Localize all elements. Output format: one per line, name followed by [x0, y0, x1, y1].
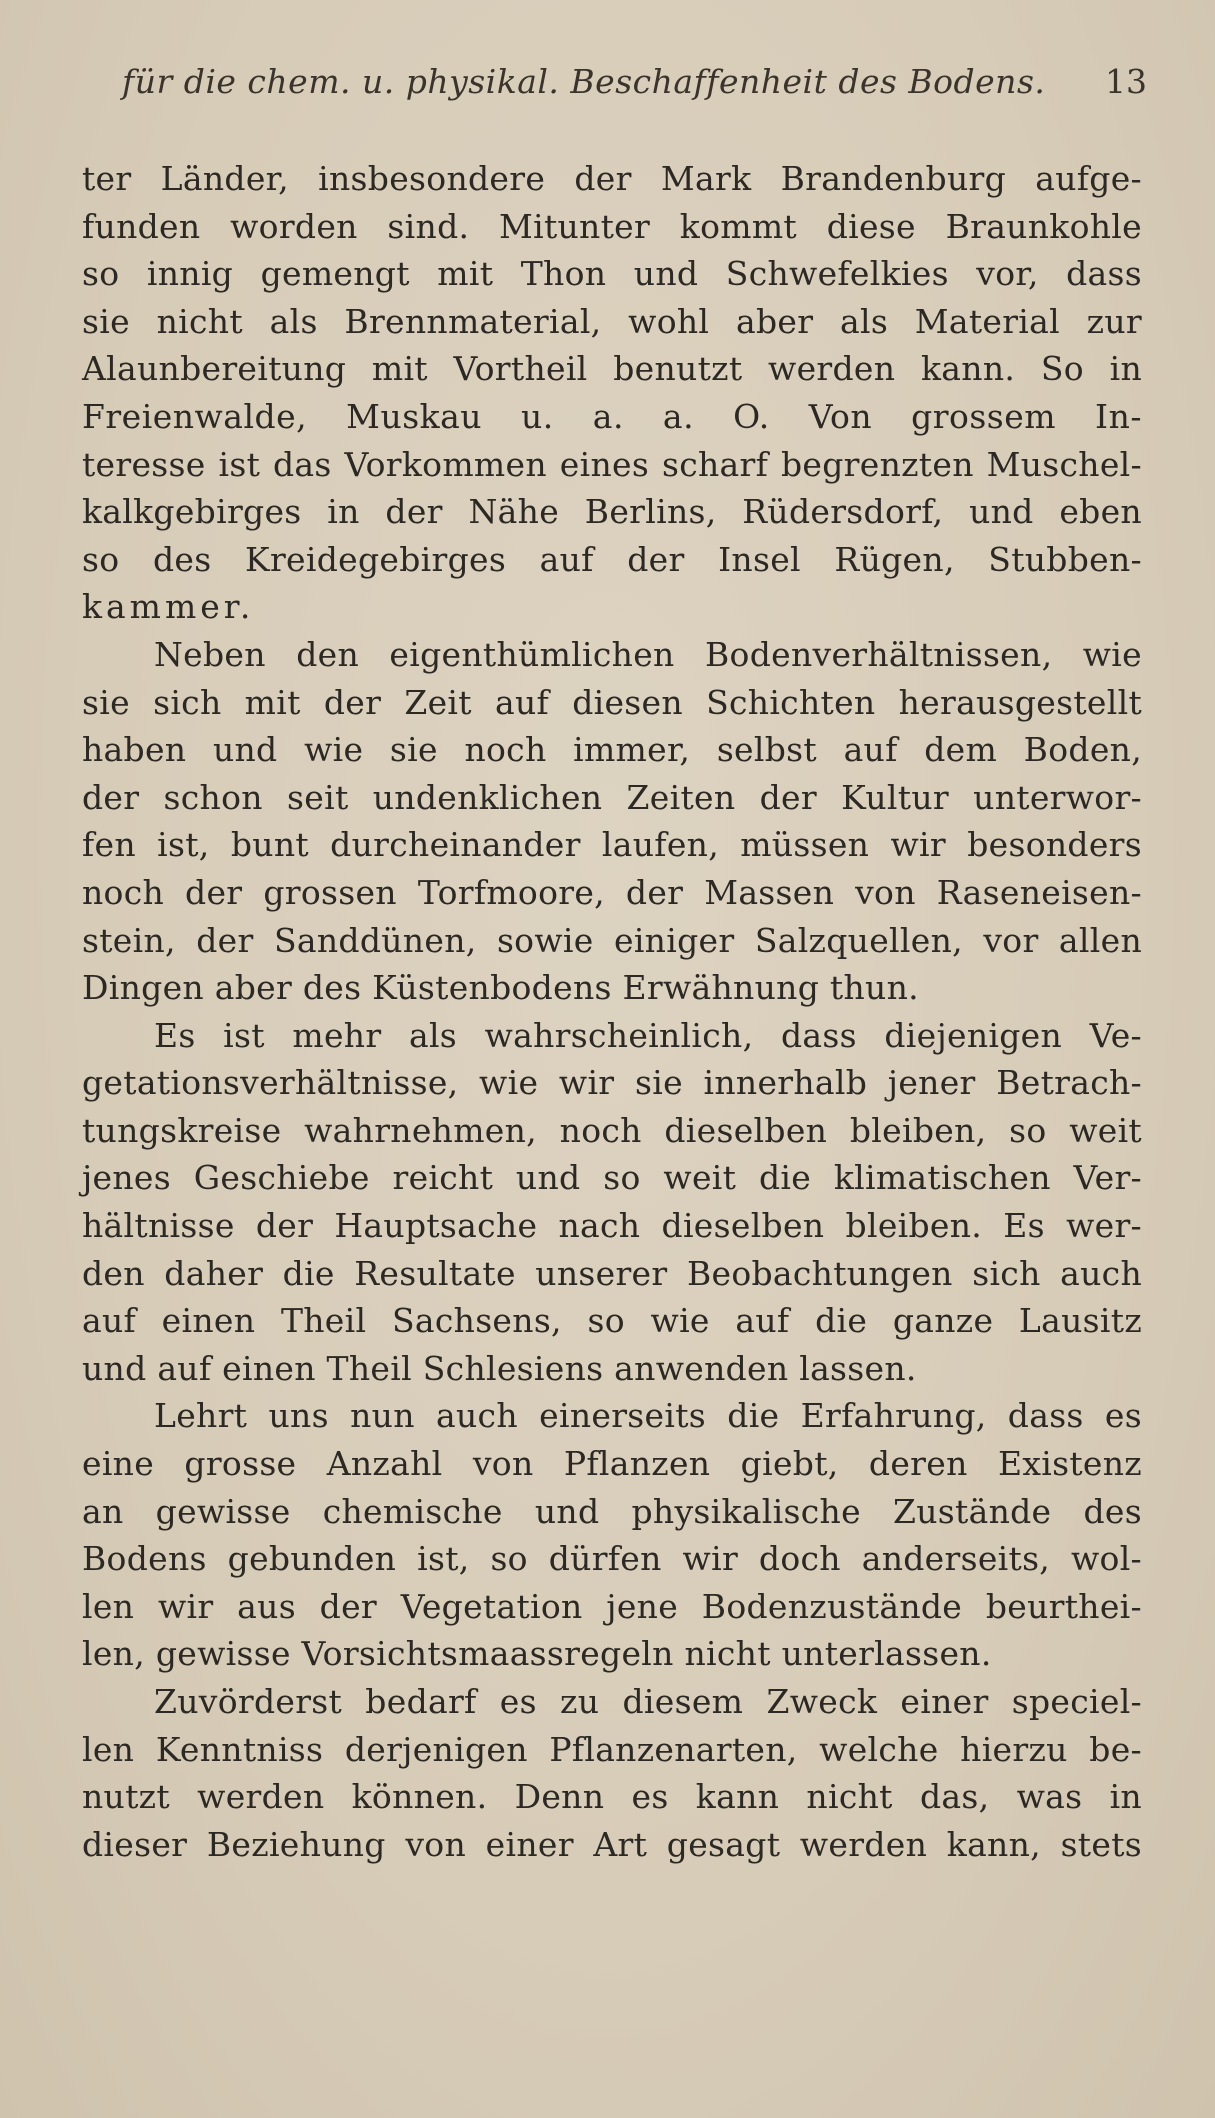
text-line: sie sich mit der Zeit auf diesen Schichten herausgestellt — [82, 682, 1142, 722]
text-line: haben und wie sie noch immer, selbst auf dem Boden, — [82, 730, 1142, 770]
text-line: getationsverhältnisse, wie wir sie innerhalb jener Betrach- — [82, 1063, 1142, 1103]
text-line: den daher die Resultate unserer Beobachtungen sich auch — [82, 1253, 1142, 1293]
text-line: Dingen aber des Küstenbodens Erwähnung thun. — [82, 968, 919, 1008]
text-line: funden worden sind. Mitunter kommt diese Braunkohle — [82, 206, 1142, 246]
text-line: und auf einen Theil Schlesiens anwenden lassen. — [82, 1348, 917, 1388]
text-line: auf einen Theil Sachsens, so wie auf die ganze Lausitz — [82, 1301, 1142, 1341]
text-line: an gewisse chemische und physikalische Zustände des — [82, 1491, 1142, 1531]
text-line: Freienwalde, Muskau u. a. a. O. Von grossem In- — [82, 396, 1142, 436]
text-line: Bodens gebunden ist, so dürfen wir doch anderseits, wol- — [82, 1539, 1142, 1579]
paragraph-start-line: Lehrt uns nun auch einerseits die Erfahrung, dass es — [154, 1396, 1142, 1436]
text-line: jenes Geschiebe reicht und so weit die klimatischen Ver- — [82, 1158, 1142, 1198]
text-line: kalkgebirges in der Nähe Berlins, Rüdersdorf, und eben — [82, 492, 1142, 532]
text-line: len wir aus der Vegetation jene Bodenzustände beurthei- — [82, 1586, 1142, 1626]
text-line: der schon seit undenklichen Zeiten der Kultur unterwor- — [82, 777, 1142, 817]
text-line: stein, der Sanddünen, sowie einiger Salzquellen, vor allen — [82, 920, 1142, 960]
text-line: nutzt werden können. Denn es kann nicht das, was in — [82, 1777, 1142, 1817]
running-head — [82, 62, 1147, 122]
text-line: eine grosse Anzahl von Pflanzen giebt, deren Existenz — [82, 1444, 1142, 1484]
text-line: ter Länder, insbesondere der Mark Brandenburg aufge- — [82, 159, 1142, 198]
text-line: len Kenntniss derjenigen Pflanzenarten, welche hierzu be- — [82, 1729, 1142, 1769]
text-line: teresse ist das Vorkommen eines scharf begrenzten Muschel- — [82, 444, 1142, 484]
text-line: hältnisse der Hauptsache nach dieselben bleiben. Es wer- — [82, 1206, 1142, 1246]
text-line: noch der grossen Torfmoore, der Massen von Raseneisen- — [82, 872, 1142, 912]
text-line: dieser Beziehung von einer Art gesagt werden kann, stets — [82, 1824, 1142, 1864]
running-title: für die chem. u. physikal. Beschaffenheit des Bodens. — [122, 62, 1046, 101]
text-line: sie nicht als Brennmaterial, wohl aber als Material zur — [82, 301, 1142, 341]
text-line: tungskreise wahrnehmen, noch dieselben bleiben, so weit — [82, 1110, 1142, 1150]
paragraph-start-line: Zuvörderst bedarf es zu diesem Zweck einer speciel- — [154, 1682, 1142, 1721]
paragraph-start-line: Neben den eigenthümlichen Bodenverhältnissen, wie — [154, 634, 1142, 674]
text-line: so innig gemengt mit Thon und Schwefelkies vor, dass — [82, 254, 1142, 294]
text-line: Alaunbereitung mit Vortheil benutzt werden kann. So in — [82, 349, 1142, 389]
paragraph-start-line: Es ist mehr als wahrscheinlich, dass diejenigen Ve- — [154, 1015, 1142, 1055]
text-line: fen ist, bunt durcheinander laufen, müssen wir besonders — [82, 825, 1142, 865]
text-line: so des Kreidegebirges auf der Insel Rügen, Stubben- — [82, 539, 1142, 579]
body-text — [82, 155, 1142, 1868]
text-line: len, gewisse Vorsichtsmaassregeln nicht unterlassen. — [82, 1634, 992, 1674]
page-number: 13 — [1105, 62, 1147, 101]
text-line: kammer. — [82, 587, 255, 627]
